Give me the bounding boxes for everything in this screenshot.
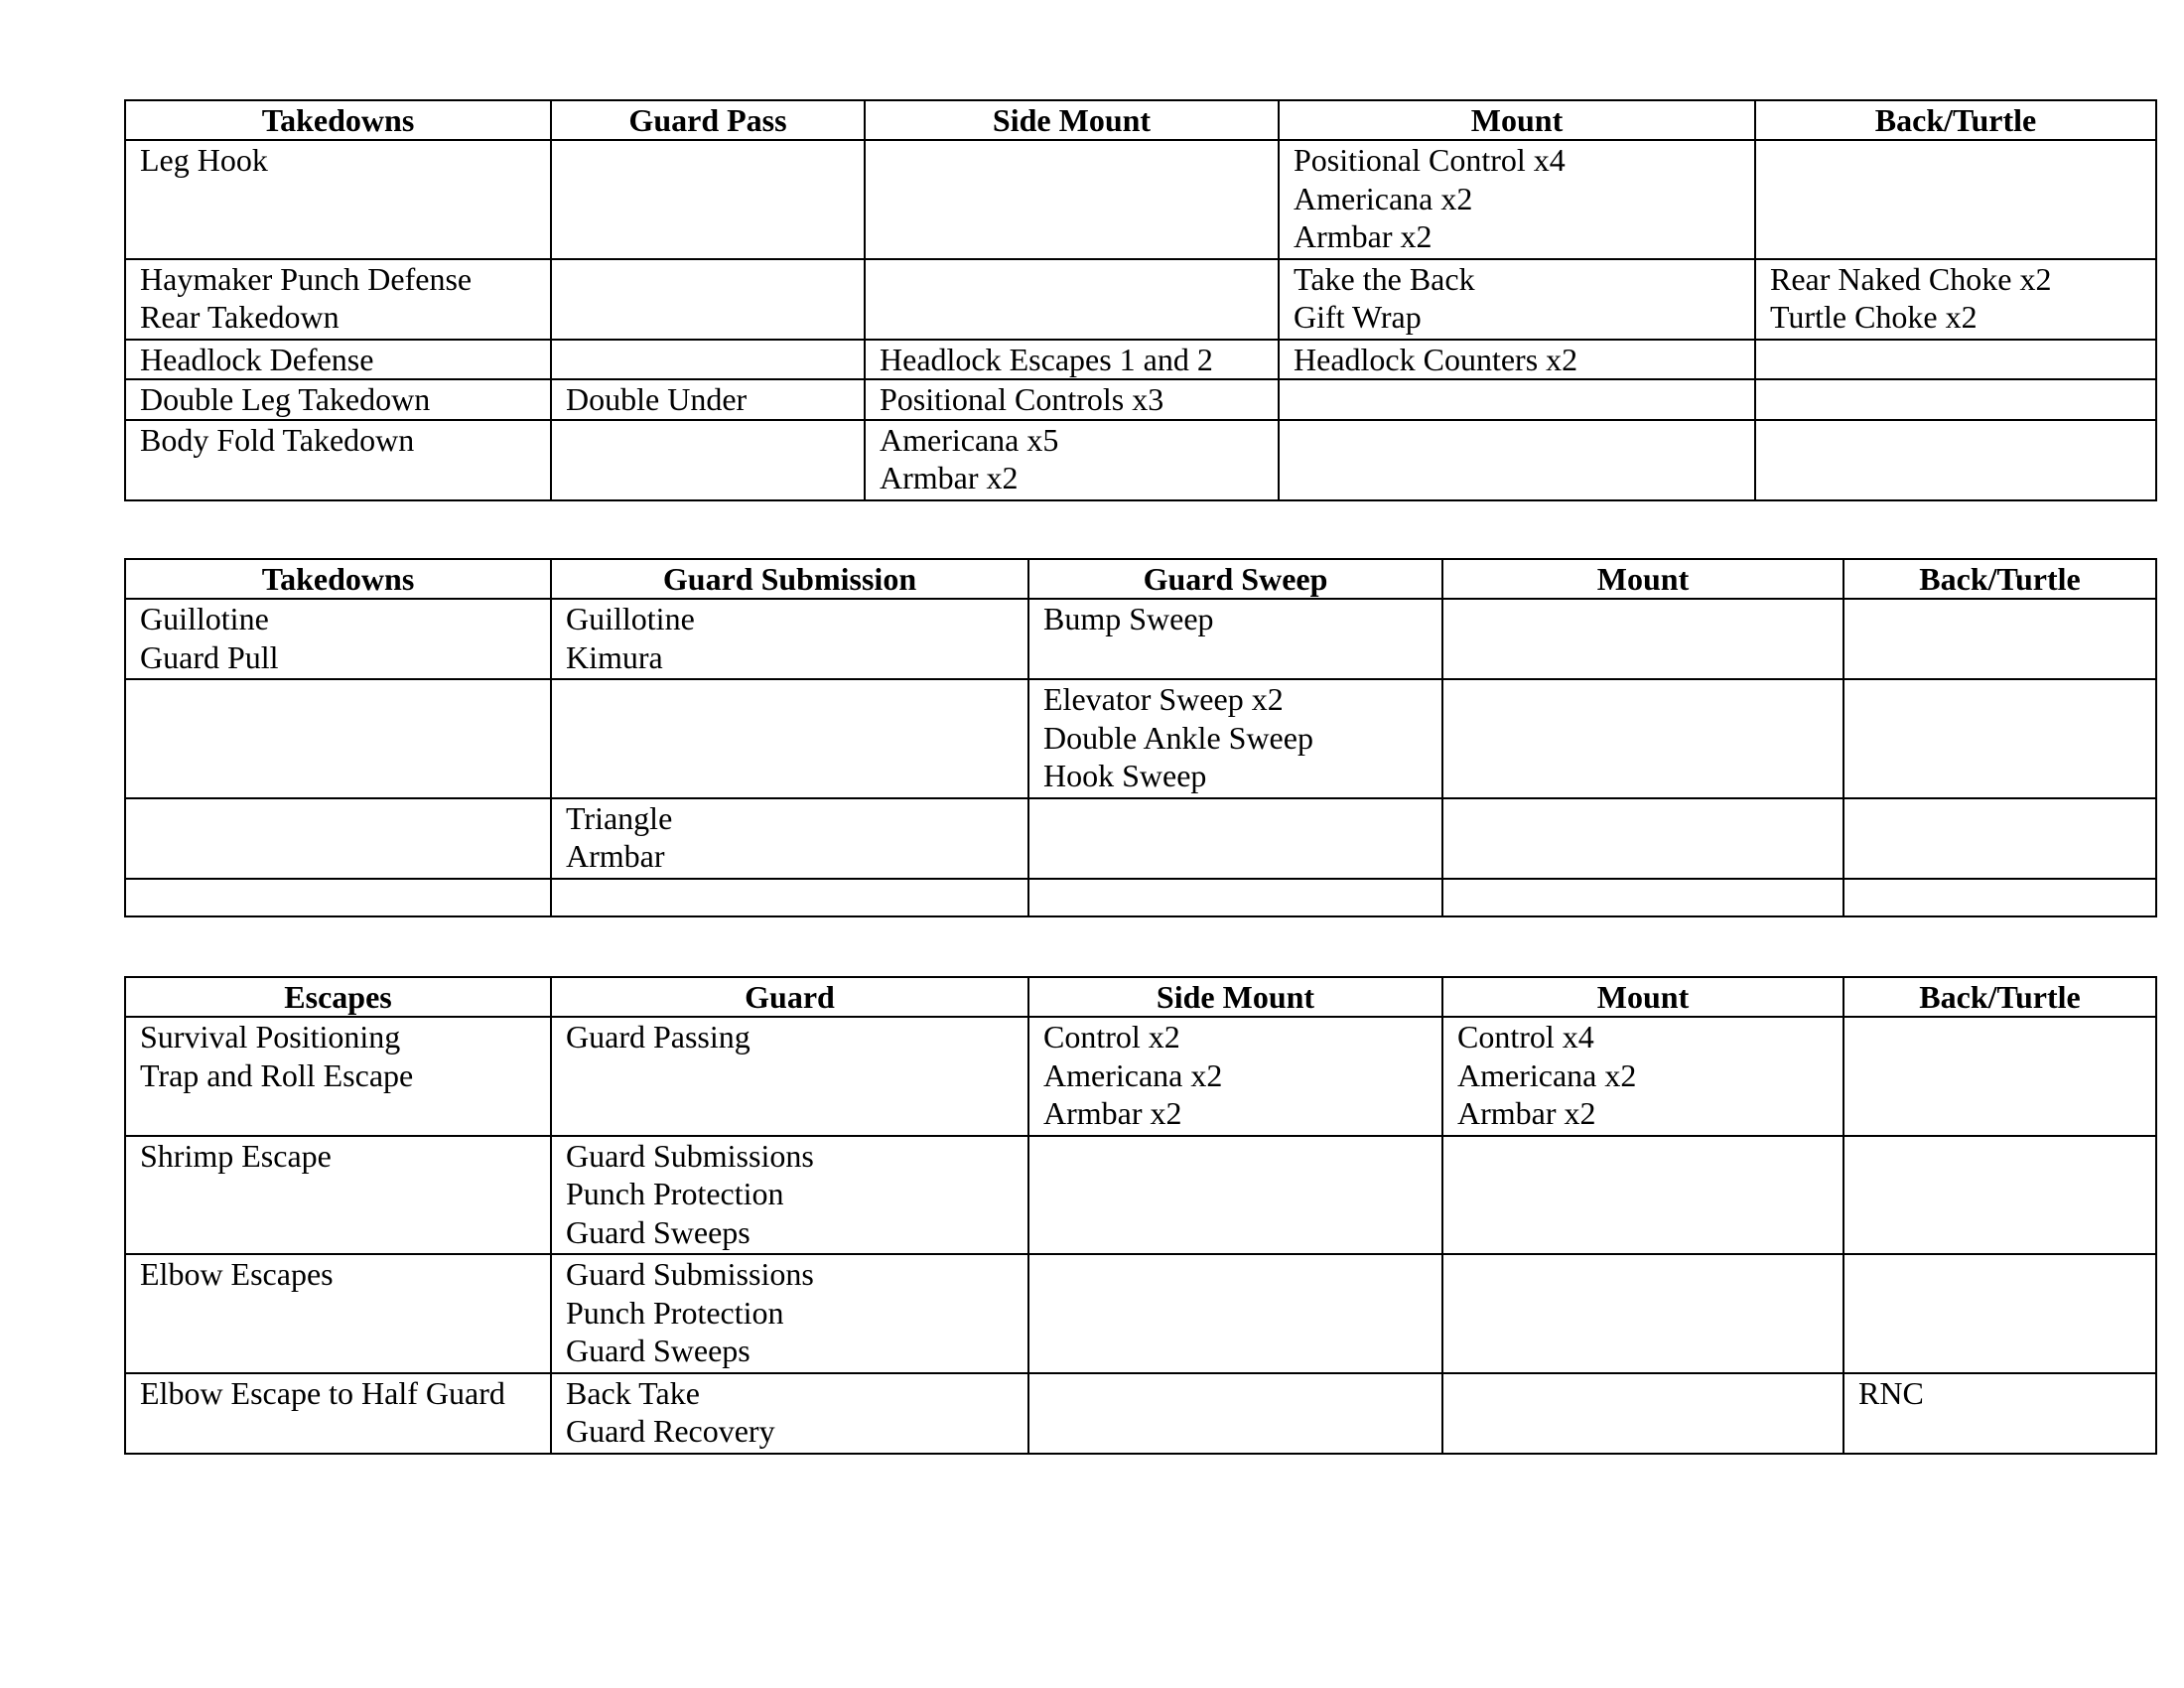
cell-line: Double Ankle Sweep: [1043, 719, 1313, 756]
column-header: Mount: [1442, 977, 1843, 1017]
table-cell: [125, 1017, 551, 1136]
column-header: Back/Turtle: [1755, 100, 2156, 140]
table-cell: [125, 1373, 551, 1454]
cell-line: Survival Positioning: [140, 1019, 401, 1055]
cell-line: Shrimp Escape: [140, 1137, 332, 1174]
table-cell: [1028, 1136, 1442, 1255]
cell-line: Guard Recovery: [566, 1413, 775, 1449]
table-cell: [1279, 259, 1755, 340]
header-row: [125, 100, 2156, 140]
table-cell: [551, 420, 865, 500]
cell-line: Take the Back: [1294, 260, 1475, 297]
cell-line: Body Fold Takedown: [140, 421, 415, 458]
column-header: Guard Submission: [551, 559, 1028, 599]
cell-line: Control x4: [1457, 1019, 1594, 1055]
table-cell: [551, 798, 1028, 879]
table-row: [125, 1017, 2156, 1136]
header-row: [125, 977, 2156, 1017]
table-cell: [1442, 599, 1843, 679]
table-cell: [865, 140, 1279, 259]
curriculum-table-3: [124, 976, 2157, 1455]
table-cell: [125, 259, 551, 340]
cell-line: Armbar: [566, 838, 665, 874]
table-cell: [125, 1136, 551, 1255]
cell-line: Punch Protection: [566, 1176, 784, 1211]
table-cell: [125, 420, 551, 500]
table-cell: [1028, 1017, 1442, 1136]
table-cell: [125, 340, 551, 380]
table-cell: [551, 379, 865, 420]
table-cell: [1028, 1254, 1442, 1373]
table-cell: [1755, 140, 2156, 259]
table-cell: [865, 259, 1279, 340]
table-cell: [1279, 340, 1755, 380]
table-cell: [1843, 798, 2156, 879]
cell-line: Armbar x2: [1457, 1095, 1596, 1131]
table-cell: [1279, 379, 1755, 420]
table-row: [125, 798, 2156, 879]
cell-line: Elbow Escapes: [140, 1256, 334, 1292]
table-cell: [551, 599, 1028, 679]
table-row: [125, 340, 2156, 380]
column-header: Side Mount: [1028, 977, 1442, 1017]
column-header: Guard: [551, 977, 1028, 1017]
table-row: [125, 1136, 2156, 1255]
table-cell: [125, 1254, 551, 1373]
table-cell: [1028, 679, 1442, 798]
table-cell: [1442, 879, 1843, 917]
table-cell: [1279, 420, 1755, 500]
table-cell: [1442, 1254, 1843, 1373]
table-cell: [1843, 1017, 2156, 1136]
cell-line: Elbow Escape to Half Guard: [140, 1374, 505, 1411]
cell-line: Rear Naked Choke x2: [1770, 260, 2052, 297]
column-header: Guard Sweep: [1028, 559, 1442, 599]
table-cell: [125, 798, 551, 879]
cell-line: Guillotine: [566, 601, 695, 636]
cell-line: Guard Pull: [140, 638, 279, 675]
table-row: [125, 420, 2156, 500]
cell-line: Leg Hook: [140, 142, 268, 178]
table-row: [125, 1373, 2156, 1454]
table-cell: [125, 599, 551, 679]
cell-line: Americana x2: [1294, 180, 1473, 216]
table-cell: [551, 1254, 1028, 1373]
cell-line: Americana x2: [1043, 1056, 1223, 1093]
table-cell: [1442, 1017, 1843, 1136]
cell-line: Armbar x2: [1294, 218, 1433, 254]
table-cell: [1028, 1373, 1442, 1454]
table-cell: [865, 420, 1279, 500]
cell-line: Americana x5: [880, 421, 1059, 458]
column-header: Back/Turtle: [1843, 559, 2156, 599]
cell-line: RNC: [1858, 1374, 1924, 1411]
table-row: [125, 140, 2156, 259]
table-cell: [1755, 379, 2156, 420]
table-cell: [125, 379, 551, 420]
table-cell: [1843, 679, 2156, 798]
header-row: [125, 559, 2156, 599]
cell-line: Haymaker Punch Defense: [140, 260, 473, 297]
column-header: Takedowns: [125, 559, 551, 599]
table-row: [125, 679, 2156, 798]
column-header: Back/Turtle: [1843, 977, 2156, 1017]
table-cell: [1843, 879, 2156, 917]
table-row: [125, 599, 2156, 679]
cell-line: Rear Takedown: [140, 299, 340, 335]
cell-line: Elevator Sweep x2: [1043, 681, 1284, 717]
column-header: Side Mount: [865, 100, 1279, 140]
cell-line: Back Take: [566, 1374, 700, 1411]
cell-line: Double Under: [566, 381, 748, 417]
cell-line: Headlock Defense: [140, 341, 374, 377]
cell-line: Triangle: [566, 799, 673, 836]
cell-line: Guillotine: [140, 601, 269, 636]
table-cell: [1442, 679, 1843, 798]
cell-line: Hook Sweep: [1043, 758, 1207, 793]
table-cell: [551, 340, 865, 380]
column-header: Mount: [1442, 559, 1843, 599]
cell-line: Guard Submissions: [566, 1256, 814, 1292]
cell-line: Armbar x2: [1043, 1095, 1182, 1131]
cell-line: Positional Controls x3: [880, 381, 1164, 417]
cell-line: Trap and Roll Escape: [140, 1056, 414, 1093]
cell-line: Kimura: [566, 638, 663, 675]
curriculum-table-1: [124, 99, 2157, 501]
table-cell: [1028, 798, 1442, 879]
cell-line: Guard Sweeps: [566, 1333, 751, 1368]
column-header: Mount: [1279, 100, 1755, 140]
table-cell: [1755, 259, 2156, 340]
table-row: [125, 259, 2156, 340]
cell-line: Guard Passing: [566, 1019, 751, 1055]
table-cell: [125, 140, 551, 259]
table-cell: [551, 1017, 1028, 1136]
table-cell: [1442, 1136, 1843, 1255]
table-cell: [1028, 879, 1442, 917]
column-header: Escapes: [125, 977, 551, 1017]
table-row: [125, 1254, 2156, 1373]
cell-line: Americana x2: [1457, 1056, 1637, 1093]
cell-line: Headlock Counters x2: [1294, 341, 1578, 377]
table-cell: [551, 679, 1028, 798]
table-cell: [1442, 798, 1843, 879]
table-cell: [551, 1373, 1028, 1454]
cell-line: Positional Control x4: [1294, 142, 1566, 178]
table-cell: [1843, 599, 2156, 679]
cell-line: Turtle Choke x2: [1770, 299, 1978, 335]
column-header: Guard Pass: [551, 100, 865, 140]
cell-line: Bump Sweep: [1043, 601, 1214, 636]
table-cell: [1755, 420, 2156, 500]
cell-line: Armbar x2: [880, 460, 1019, 495]
curriculum-table-2: [124, 558, 2157, 917]
table-cell: [551, 259, 865, 340]
table-cell: [551, 879, 1028, 917]
cell-line: Gift Wrap: [1294, 299, 1422, 335]
table-cell: [125, 879, 551, 917]
cell-line: Double Leg Takedown: [140, 381, 431, 417]
cell-line: Headlock Escapes 1 and 2: [880, 341, 1213, 377]
table-cell: [1755, 340, 2156, 380]
table-cell: [1843, 1254, 2156, 1373]
cell-line: Guard Submissions: [566, 1137, 814, 1174]
table-row: [125, 879, 2156, 917]
table-row: [125, 379, 2156, 420]
column-header: Takedowns: [125, 100, 551, 140]
cell-line: Control x2: [1043, 1019, 1180, 1055]
table-cell: [1442, 1373, 1843, 1454]
table-cell: [125, 679, 551, 798]
table-cell: [865, 340, 1279, 380]
cell-line: Punch Protection: [566, 1294, 784, 1331]
table-cell: [551, 1136, 1028, 1255]
table-cell: [865, 379, 1279, 420]
cell-line: Guard Sweeps: [566, 1213, 751, 1250]
table-cell: [1843, 1373, 2156, 1454]
table-cell: [1279, 140, 1755, 259]
table-cell: [1028, 599, 1442, 679]
table-cell: [551, 140, 865, 259]
table-cell: [1843, 1136, 2156, 1255]
